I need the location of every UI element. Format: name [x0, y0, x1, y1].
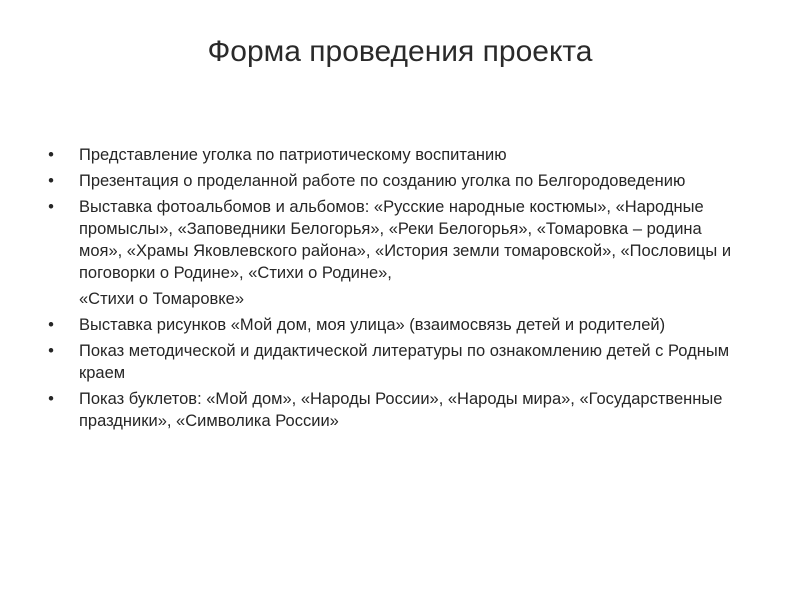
list-item-text: Представление уголка по патриотическому воспитанию — [79, 146, 507, 164]
bullet-icon: • — [48, 316, 54, 334]
bullet-icon: • — [48, 198, 54, 216]
list-item — [44, 340, 744, 384]
list-item-continuation — [44, 288, 744, 310]
bullet-list — [44, 144, 744, 436]
bullet-icon: • — [48, 390, 54, 408]
list-item-text: Показ методической и дидактической литературы по ознакомлению детей с Родным краем — [79, 342, 730, 382]
list-item — [44, 170, 744, 192]
bullet-icon: • — [48, 172, 54, 190]
list-item-text: Выставка фотоальбомов и альбомов: «Русские народные костюмы», «Народные промыслы», «Заповедники Белогорья», «Реки Белогорья», «Томаровка – родина моя», «Храмы Яковлевского района», «История земли томаровской», «Пословицы и поговорки о Родине», «Стихи о Родине», — [79, 198, 732, 282]
list-item — [44, 388, 744, 432]
bullet-icon: • — [48, 342, 54, 360]
list-item — [44, 144, 744, 166]
slide-title: Форма проведения проекта — [207, 35, 593, 68]
list-item — [44, 196, 744, 284]
list-item — [44, 314, 744, 336]
list-item-text: «Стихи о Томаровке» — [79, 290, 245, 308]
list-item-text: Выставка рисунков «Мой дом, моя улица» (взаимосвязь детей и родителей) — [79, 316, 666, 334]
list-item-text: Презентация о проделанной работе по созданию уголка по Белгородоведению — [79, 172, 686, 190]
bullet-icon: • — [48, 146, 54, 164]
list-item-text: Показ буклетов: «Мой дом», «Народы России», «Народы мира», «Государственные праздники», «Символика России» — [79, 390, 723, 430]
